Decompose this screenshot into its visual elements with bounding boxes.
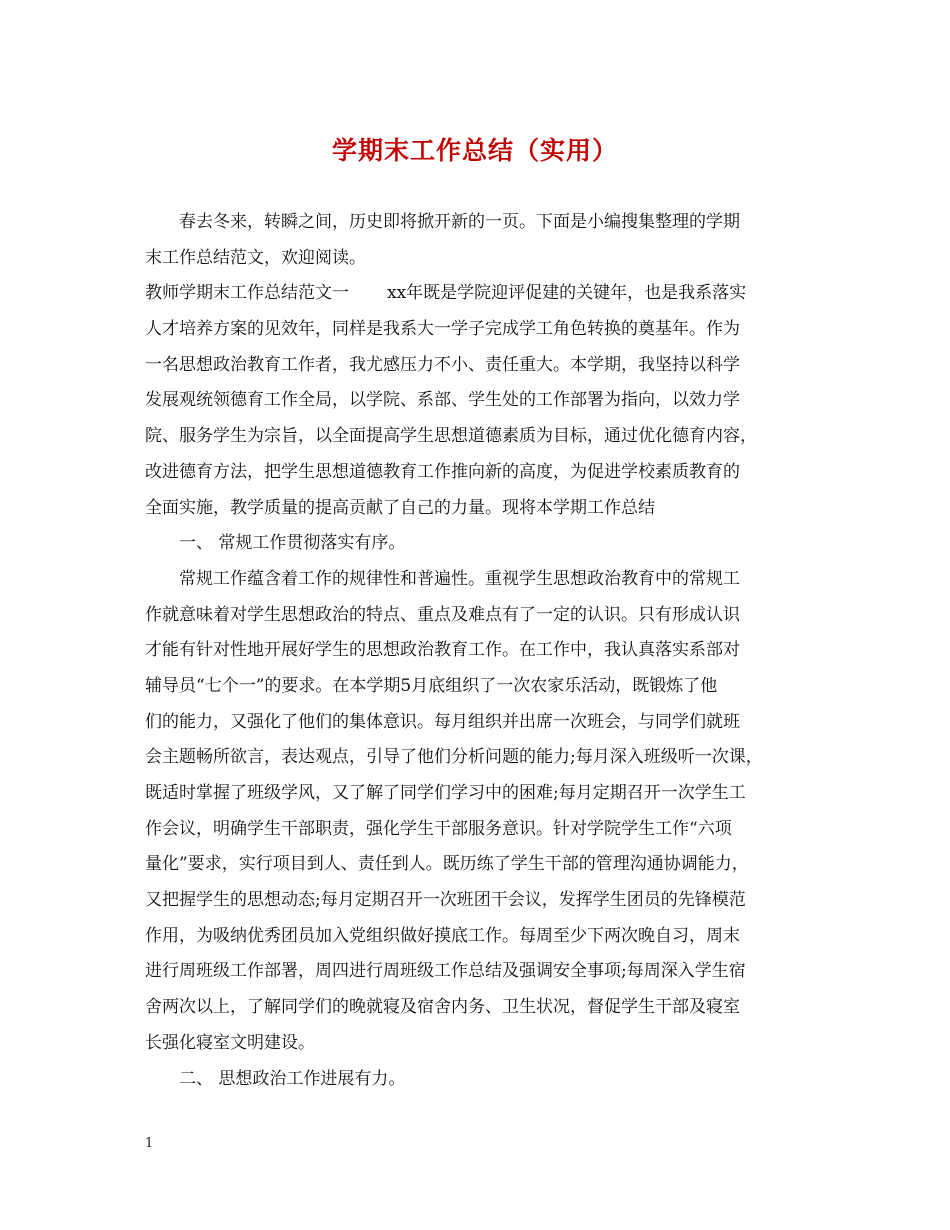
- paragraph-line-mixed: [145, 276, 815, 312]
- paragraph-line: 辅导员“七个一”的要求。在本学期5月底组织了一次农家乐活动，既锻炼了他: [145, 675, 718, 696]
- paragraph-line: 又把握学生的思想动态;每月定期召开一次班团干会议，发挥学生团员的先锋模范: [145, 890, 746, 911]
- paragraph-line: 既适时掌握了班级学风，又了解了同学们学习中的困难;每月定期召开一次学生工: [145, 783, 746, 803]
- paragraph-line: 进行周班级工作部署，周四进行周班级工作总结及强调安全事项;每周深入学生宿: [145, 961, 746, 982]
- paragraph-line: 院、服务学生为宗旨，以全面提高学生思想道德素质为目标，通过优化德育内容，: [145, 426, 757, 447]
- paragraph-line: 人才培养方案的见效年，同样是我系大一学子完成学工角色转换的奠基年。作为: [145, 319, 740, 340]
- section-heading-1: 一、 常规工作贯彻落实有序。: [179, 533, 406, 554]
- paragraph-line: 舍两次以上，了解同学们的晚就寝及宿舍内务、卫生状况，督促学生干部及寝室: [145, 997, 740, 1018]
- paragraph-line: 末工作总结范文，欢迎阅读。: [145, 247, 366, 268]
- paragraph-line: 改进德育方法，把学生思想道德教育工作推向新的高度，为促进学校素质教育的: [145, 461, 740, 482]
- paragraph-line: 全面实施，教学质量的提高贡献了自己的力量。现将本学期工作总结: [145, 497, 655, 518]
- sample-text: xx年既是学院迎评促建的关键年，也是我系落实: [387, 283, 747, 304]
- paragraph-line: 发展观统领德育工作全局，以学院、系部、学生处的工作部署为指向，以效力学: [145, 390, 740, 411]
- document-title: 学期末工作总结（实用）: [331, 136, 618, 165]
- paragraph-line: 长强化寝室文明建设。: [145, 1032, 315, 1053]
- paragraph-line: 春去冬来，转瞬之间，历史即将掀开新的一页。下面是小编搜集整理的学期: [179, 212, 740, 232]
- paragraph-line: 一名思想政治教育工作者，我尤感压力不小、责任重大。本学期，我坚持以科学: [145, 354, 740, 375]
- paragraph-line: 作就意味着对学生思想政治的特点、重点及难点有了一定的认识。只有形成认识: [145, 604, 740, 625]
- paragraph-line: 常规工作蕴含着工作的规律性和普遍性。重视学生思想政治教育中的常规工: [179, 568, 740, 589]
- paragraph-line: 才能有针对性地开展好学生的思想政治教育工作。在工作中，我认真落实系部对: [145, 640, 740, 661]
- sample-heading: 教师学期末工作总结范文一: [145, 283, 349, 304]
- paragraph-line: 会主题畅所欲言，表达观点，引导了他们分析问题的能力;每月深入班级听一次课，: [145, 747, 763, 768]
- section-heading-2: 二、 思想政治工作进展有力。: [179, 1068, 406, 1089]
- paragraph-line: 作用，为吸纳优秀团员加入党组织做好摸底工作。每周至少下两次晚自习，周末: [145, 925, 740, 946]
- document-body: [145, 205, 815, 1097]
- page-number: 1: [145, 1136, 154, 1151]
- paragraph-line: 作会议，明确学生干部职责，强化学生干部服务意识。针对学院学生工作“六项: [145, 818, 732, 839]
- paragraph-line: 们的能力，又强化了他们的集体意识。每月组织并出席一次班会，与同学们就班: [145, 711, 740, 732]
- paragraph-line: 量化”要求，实行项目到人、责任到人。既历练了学生干部的管理沟通协调能力，: [145, 854, 749, 875]
